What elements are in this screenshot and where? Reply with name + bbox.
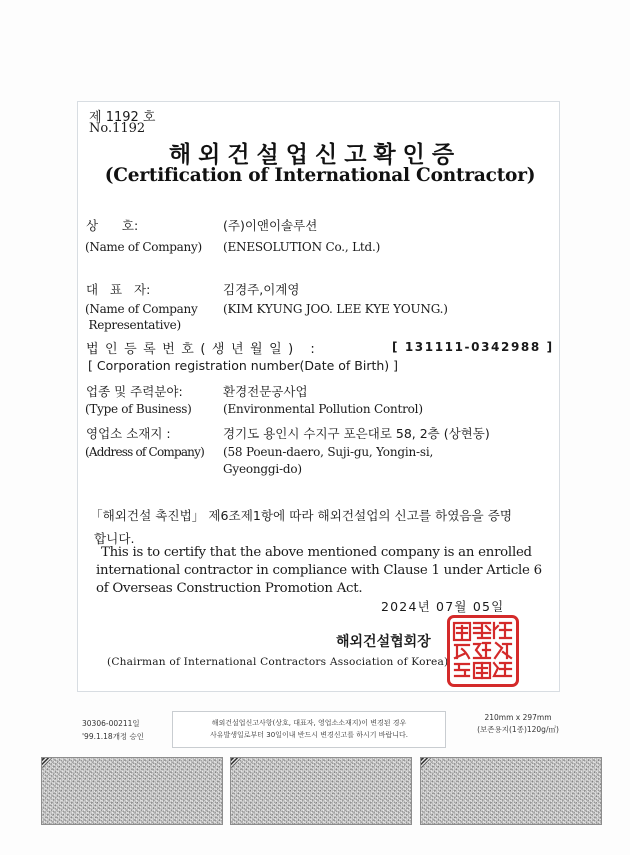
- registration-label-en: [ Corporation registration number(Date of Birth) ]: [88, 358, 399, 373]
- change-notice-box: [172, 711, 446, 748]
- company-value-ko: (주)이앤이솔루션: [223, 218, 318, 233]
- paper-size: 210mm x 297mm: [484, 713, 552, 722]
- form-code-line-2: '99.1.18개정 승인: [82, 732, 145, 741]
- certificate-title-en: (Certification of International Contractor): [104, 165, 536, 186]
- certificate-number-ko: 제 1192 호: [89, 110, 156, 125]
- statement-en-line-2: international contractor in compliance with Clause 1 under Article 6: [96, 563, 542, 578]
- address-value-en-1: (58 Poeun-daero, Suji-gu, Yongin-si,: [223, 445, 434, 459]
- business-value-en: (Environmental Pollution Control): [223, 402, 423, 416]
- representative-label-ko: 대 표 자:: [86, 282, 151, 297]
- business-value-ko: 환경전문공사업: [223, 384, 308, 399]
- hatch-corner-icon: [42, 758, 52, 768]
- hatch-corner-icon: [231, 758, 241, 768]
- company-value-en: (ENESOLUTION Co., Ltd.): [223, 240, 381, 254]
- notice-line-2: 사유발생일로부터 30일이내 반드시 변경신고를 하시기 바랍니다.: [209, 731, 409, 739]
- certificate-number-en: No.1192: [89, 121, 146, 136]
- business-label-ko: 업종 및 주력분야:: [86, 384, 183, 399]
- form-code-line-1: 30306-00211일: [82, 719, 140, 728]
- representative-label-en-1: (Name of Company: [85, 302, 198, 316]
- representative-value-en: (KIM KYUNG JOO. LEE KYE YOUNG.): [223, 302, 448, 316]
- statement-ko-line-1: 「해외건설 촉진법」 제6조제1항에 따라 해외건설업의 신고를 하였음을 증명: [90, 508, 513, 523]
- address-value-en-2: Gyeonggi-do): [223, 462, 302, 476]
- statement-ko-line-2: 합니다.: [94, 531, 135, 546]
- security-pattern-box-2: [230, 757, 412, 825]
- company-label-en: (Name of Company): [85, 240, 202, 254]
- certificate-title-ko: 해외건설업신고확인증: [168, 142, 462, 168]
- address-value-ko: 경기도 용인시 수지구 포은대로 58, 2층 (상현동): [223, 426, 490, 441]
- registration-number: [ 131111-0342988 ]: [392, 340, 554, 354]
- notice-line-1: 해외건설업신고사항(상호, 대표자, 영업소소재지)이 변경된 경우: [211, 719, 407, 727]
- issuer-title-en: (Chairman of International Contractors Association of Korea): [107, 656, 449, 668]
- issue-date: 2024년 07월 05일: [381, 599, 505, 614]
- security-pattern-box-1: [41, 757, 223, 825]
- statement-en-line-3: of Overseas Construction Promotion Act.: [96, 581, 363, 596]
- statement-en-line-1: This is to certify that the above mentioned company is an enrolled: [101, 545, 532, 560]
- hatch-corner-icon: [421, 758, 431, 768]
- seal-glyphs-icon: [450, 618, 516, 684]
- issuer-title-ko: 해외건설협회장: [336, 634, 431, 650]
- address-label-en: (Address of Company): [85, 445, 204, 459]
- official-seal-icon: [447, 615, 519, 687]
- registration-label-ko: 법인등록번호(생년월일) :: [86, 342, 322, 357]
- representative-label-en-2: Representative): [85, 318, 181, 332]
- address-label-ko: 영업소 소재지 :: [86, 426, 171, 441]
- security-pattern-box-3: [420, 757, 602, 825]
- business-label-en: (Type of Business): [85, 402, 192, 416]
- paper-type: (보존용지(1종)120g/㎡): [477, 725, 559, 734]
- representative-value-ko: 김경주,이계영: [223, 282, 300, 297]
- company-label-ko: 상 호:: [86, 218, 139, 233]
